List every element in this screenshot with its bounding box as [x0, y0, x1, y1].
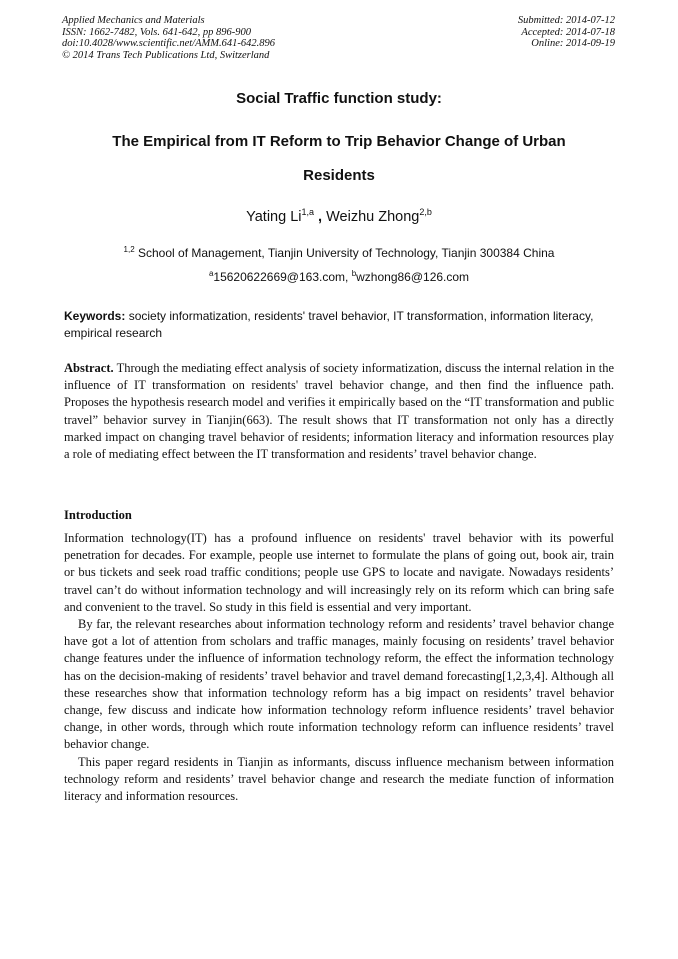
journal-name: Applied Mechanics and Materials: [62, 15, 205, 26]
paper-title-line-1: Social Traffic function study:: [236, 90, 442, 107]
email-mark: a: [208, 269, 214, 278]
abstract: [64, 360, 614, 463]
paragraph: Information technology(IT) has a profound influence on residents' travel behavior with its powerful penetration for decades. For example, people use internet to formulate the plans of going out, book air, train or bus tickets and seek road traffic conditions; people use GPS to locate and navigate. Nowadays residents’ travel can’t do without information technology and will increasingly rely on its reform which can bring safe and convenient to the travel. So study in this field is essential and very important.: [64, 531, 614, 614]
keywords-label: Keywords:: [64, 309, 126, 323]
author-name: Weizhu Zhong: [326, 209, 420, 225]
paragraph: This paper regard residents in Tianjin as informants, discuss influence mechanism between information technology reform and residents’ travel behavior change and research the mediate function of information literacy and information resources.: [64, 754, 614, 804]
accepted-date: Accepted: 2014-07-18: [521, 26, 615, 38]
keywords: [64, 308, 614, 341]
author-separator: ,: [314, 209, 327, 225]
email-address: 15620622669@163.com,: [213, 270, 352, 284]
journal-header: [62, 15, 275, 61]
journal-doi: doi:10.4028/www.scientific.net/AMM.641-642.896: [62, 38, 275, 49]
affiliation-mark: 1,2: [123, 245, 135, 254]
paper-title-line-3: Residents: [303, 167, 375, 184]
author-affiliation-mark: 1,a: [301, 207, 315, 217]
affiliation: [40, 246, 638, 260]
paper-title-line-2: The Empirical from IT Reform to Trip Behavior Change of Urban: [112, 133, 566, 150]
author-emails: [40, 270, 638, 284]
online-date: Online: 2014-09-19: [531, 38, 615, 49]
email-address: wzhong86@126.com: [356, 270, 470, 284]
submitted-date: Submitted: 2014-07-12: [517, 15, 615, 26]
introduction-body: [64, 530, 614, 805]
abstract-label: Abstract.: [64, 361, 114, 375]
paragraph: By far, the relevant researches about information technology reform and residents’ travel behavior change have got a lot of attention from scholars and traffic manages, mainly focusing on residents’ travel behavior change features under the influence of information technology reform, the effect the information technology has on the decision-making of residents’ travel behavior and travel demand forecasting[1,2,3,4]. Although all these researches show that information technology reform has a big impact on residents’ travel behavior change, few discuss and indicate how information technology reform influence residents’ travel behavior change, in other words, through which route information technology reform can influence residents’ travel behavior change.: [64, 617, 614, 752]
section-heading: Introduction: [64, 508, 132, 522]
author-affiliation-mark: 2,b: [419, 207, 432, 217]
email-mark: b: [351, 269, 357, 278]
journal-copyright: © 2014 Trans Tech Publications Ltd, Switzerland: [62, 49, 270, 61]
keywords-text: society informatization, residents' travel behavior, IT transformation, information literacy, empirical research: [64, 309, 594, 340]
journal-issn: ISSN: 1662-7482, Vols. 641-642, pp 896-900: [62, 26, 251, 38]
abstract-text: Through the mediating effect analysis of society informatization, discuss the internal relation in the influence of IT transformation on residents' travel behavior change, and then find the influence path. Proposes the hypothesis research model and verifies it empirically based on the “IT transformation and public travel” behavior survey in Tianjin(663). The result shows that IT transformation not only has a directly marked impact on changing travel behavior of residents; information literacy and information resources play a role of mediating effect between the IT transformation and residents’ travel behavior change.: [64, 361, 614, 462]
submission-dates: [518, 15, 615, 50]
author-name: Yating Li: [246, 209, 302, 225]
affiliation-text: School of Management, Tianjin University of Technology, Tianjin 300384 China: [134, 246, 555, 260]
author-list: [40, 208, 638, 226]
